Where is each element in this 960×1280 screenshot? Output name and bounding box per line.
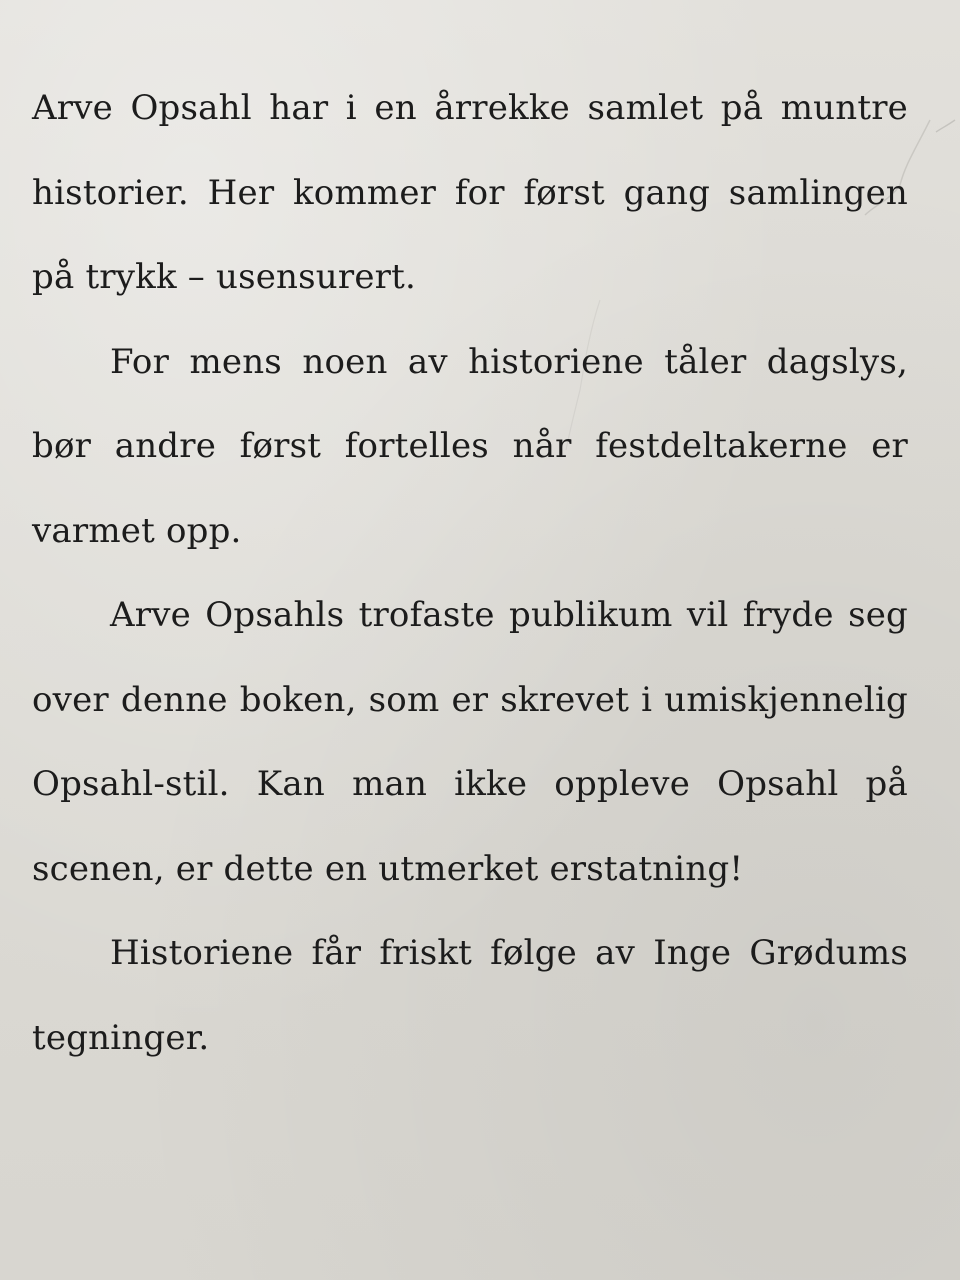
blurb-paragraph-3: Arve Opsahls trofaste publikum vil fryde seg over denne boken, som er skrevet i umiskjennelig Opsahl-stil. Kan man ikke oppleve Opsahl på scenen, er dette en utmerket erstatning! (32, 595, 908, 889)
blurb-text (32, 66, 908, 1080)
blurb-paragraph-1: Arve Opsahl har i en årrekke samlet på muntre historier. Her kommer for først gang samlingen på trykk – usensurert. (32, 88, 908, 297)
blurb-paragraph-4: Historiene får friskt følge av Inge Grødums tegninger. (32, 933, 908, 1058)
blurb-paragraph-2: For mens noen av historiene tåler dagslys, bør andre først fortelles når festdeltakerne er varmet opp. (32, 341, 908, 551)
